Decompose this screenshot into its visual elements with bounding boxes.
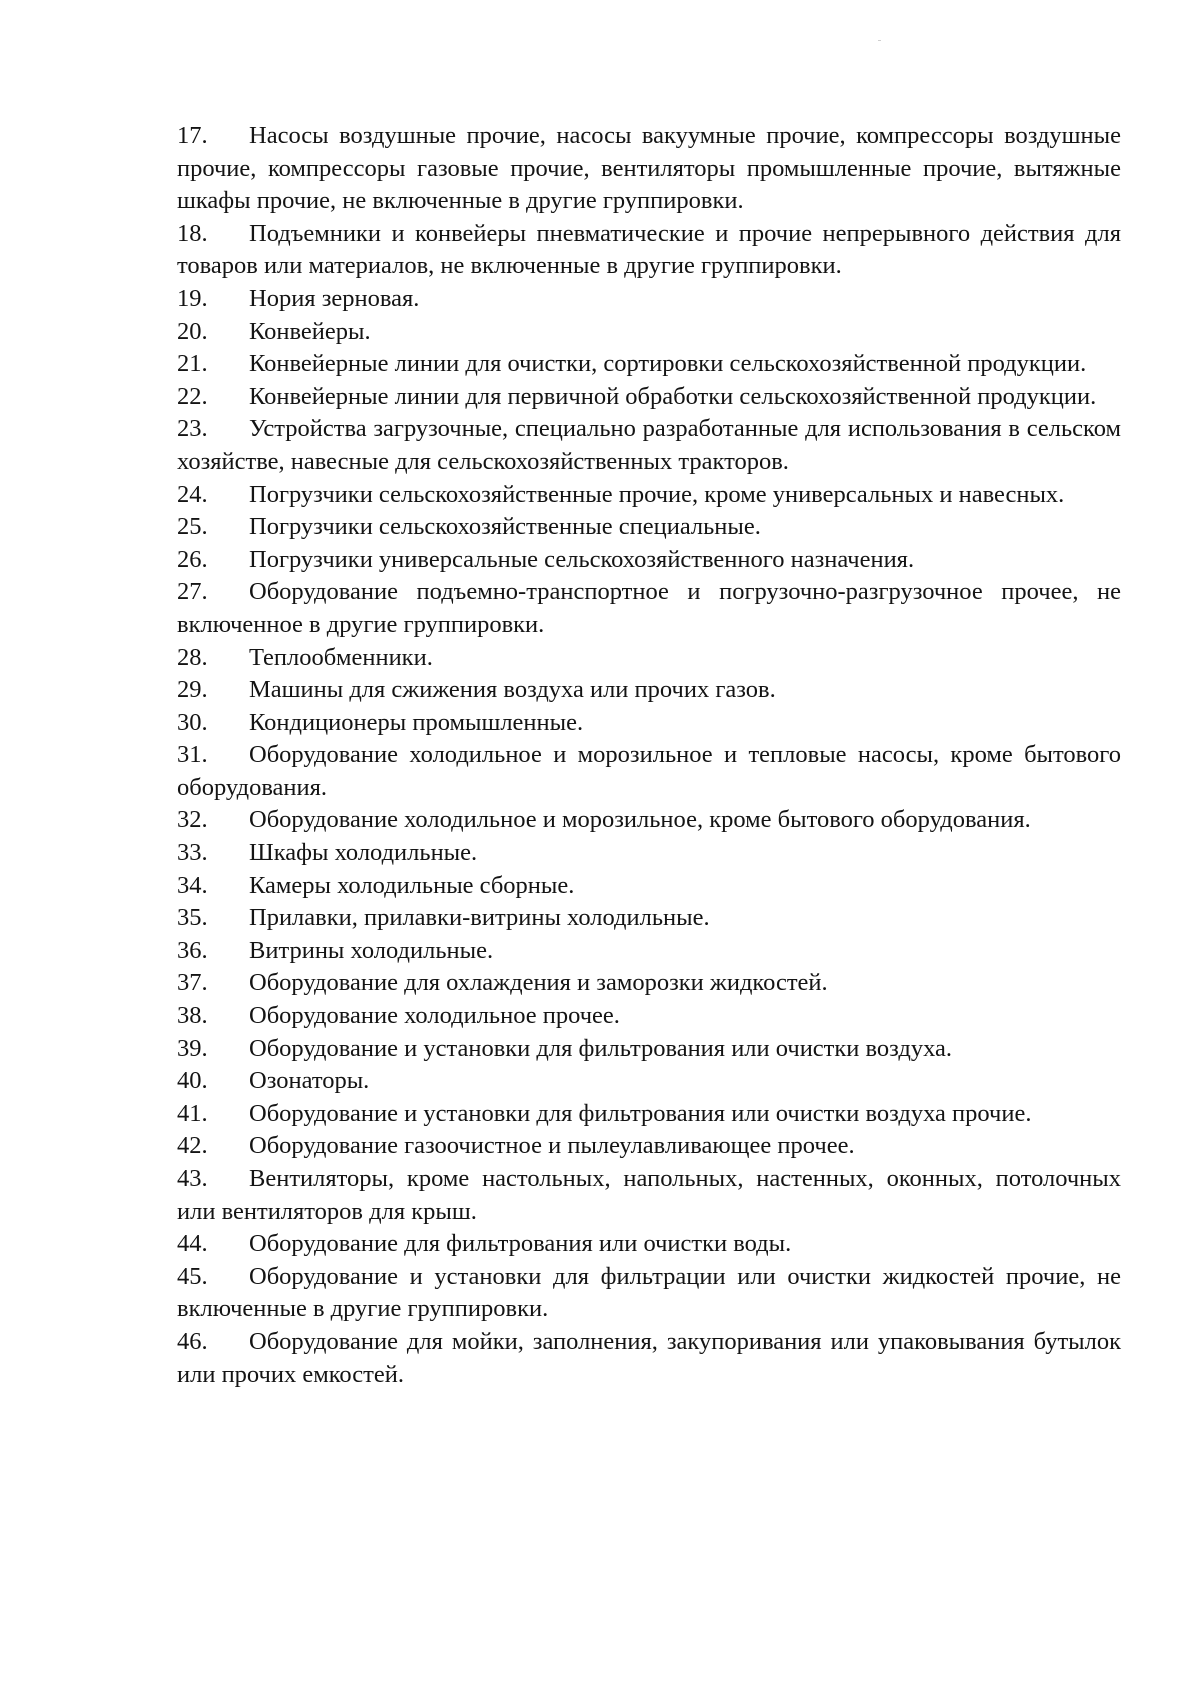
- item-text: Оборудование и установки для фильтрования или очистки воздуха.: [249, 1034, 953, 1062]
- item-number: 42.: [177, 1132, 208, 1160]
- numbered-list: [177, 120, 1121, 1391]
- list-item: [177, 348, 1121, 381]
- item-number: 25.: [177, 513, 208, 541]
- list-item: [177, 316, 1121, 349]
- list-item: [177, 576, 1121, 641]
- item-number: 34.: [177, 871, 208, 899]
- item-number: 39.: [177, 1034, 208, 1062]
- item-number: 35.: [177, 904, 208, 932]
- item-number: 41.: [177, 1099, 208, 1127]
- item-text: Насосы воздушные прочие, насосы вакуумные прочие, компрессоры воздушные прочие, компрессоры газовые прочие, вентиляторы промышленные прочие, вытяжные шкафы прочие, не включенные в другие группировки.: [177, 122, 1121, 215]
- item-number: 46.: [177, 1327, 208, 1355]
- item-text: Витрины холодильные.: [249, 936, 494, 964]
- list-item: [177, 870, 1121, 903]
- item-number: 45.: [177, 1262, 208, 1290]
- item-text: Нория зерновая.: [249, 284, 420, 312]
- list-item: [177, 1098, 1121, 1131]
- item-text: Погрузчики сельскохозяйственные специальные.: [249, 513, 761, 541]
- list-item: [177, 413, 1121, 478]
- list-item: [177, 674, 1121, 707]
- item-text: Озонаторы.: [249, 1067, 370, 1095]
- list-item: [177, 218, 1121, 283]
- list-item: [177, 804, 1121, 837]
- item-number: 26.: [177, 545, 208, 573]
- item-number: 36.: [177, 936, 208, 964]
- list-item: [177, 479, 1121, 512]
- item-number: 22.: [177, 382, 208, 410]
- item-text: Конвейерные линии для первичной обработки сельскохозяйственной продукции.: [249, 382, 1097, 410]
- item-text: Оборудование холодильное и морозильное, кроме бытового оборудования.: [249, 806, 1031, 834]
- item-text: Конвейеры.: [249, 317, 371, 345]
- item-text: Шкафы холодильные.: [249, 839, 478, 867]
- list-item: [177, 511, 1121, 544]
- item-number: 43.: [177, 1165, 208, 1192]
- item-number: 30.: [177, 708, 208, 736]
- item-text: Вентиляторы, кроме настольных, напольных, настенных, оконных, потолочных или вентиляторов для крыш.: [177, 1165, 1121, 1225]
- item-number: 21.: [177, 350, 208, 378]
- item-text: Оборудование газоочистное и пылеулавливающее прочее.: [249, 1132, 855, 1160]
- list-item: [177, 544, 1121, 577]
- item-text: Погрузчики сельскохозяйственные прочие, кроме универсальных и навесных.: [249, 480, 1065, 508]
- list-item: [177, 283, 1121, 316]
- item-number: 19.: [177, 284, 208, 312]
- item-text: Оборудование холодильное и морозильное и тепловые насосы, кроме бытового оборудования.: [177, 741, 1121, 801]
- item-number: 23.: [177, 415, 208, 443]
- item-number: 37.: [177, 969, 208, 997]
- list-item: [177, 642, 1121, 675]
- item-text: Оборудование для мойки, заполнения, закупоривания или упаковывания бутылок или прочих емкостей.: [177, 1327, 1121, 1388]
- item-number: 20.: [177, 317, 208, 345]
- item-text: Оборудование холодильное прочее.: [249, 1002, 620, 1030]
- list-item: [177, 739, 1121, 804]
- list-item: [177, 902, 1121, 935]
- item-text: Теплообменники.: [249, 643, 433, 671]
- list-item: [177, 707, 1121, 740]
- item-text: Машины для сжижения воздуха или прочих газов.: [249, 676, 776, 704]
- list-item: [177, 1033, 1121, 1066]
- list-item: [177, 837, 1121, 870]
- list-item: [177, 381, 1121, 414]
- item-number: 18.: [177, 219, 208, 247]
- item-text: Оборудование подъемно-транспортное и погрузочно-разгрузочное прочее, не включенное в другие группировки.: [177, 578, 1121, 638]
- item-text: Оборудование для фильтрования или очистки воды.: [249, 1230, 792, 1258]
- list-item: [177, 120, 1121, 218]
- item-text: Устройства загрузочные, специально разработанные для использования в сельском хозяйстве, навесные для сельскохозяйственных тракторов.: [177, 415, 1121, 475]
- list-item: [177, 1228, 1121, 1261]
- item-text: Оборудование для охлаждения и заморозки жидкостей.: [249, 969, 828, 997]
- item-number: 24.: [177, 480, 208, 508]
- item-text: Оборудование и установки для фильтрации или очистки жидкостей прочие, не включенные в другие группировки.: [177, 1262, 1121, 1323]
- item-text: Конвейерные линии для очистки, сортировки сельскохозяйственной продукции.: [249, 350, 1087, 378]
- item-number: 29.: [177, 676, 208, 704]
- item-text: Оборудование и установки для фильтрования или очистки воздуха прочие.: [249, 1099, 1032, 1127]
- item-number: 38.: [177, 1002, 208, 1030]
- item-number: 17.: [177, 122, 208, 149]
- list-item: [177, 1261, 1121, 1326]
- list-item: [177, 1130, 1121, 1163]
- list-item: [177, 967, 1121, 1000]
- item-number: 27.: [177, 578, 208, 606]
- item-text: Погрузчики универсальные сельскохозяйственного назначения.: [249, 545, 915, 573]
- item-number: 44.: [177, 1230, 208, 1258]
- item-number: 33.: [177, 839, 208, 867]
- list-item: [177, 935, 1121, 968]
- item-number: 31.: [177, 741, 208, 769]
- item-text: Кондиционеры промышленные.: [249, 708, 584, 736]
- list-item: [177, 1326, 1121, 1391]
- list-item: [177, 1000, 1121, 1033]
- item-number: 32.: [177, 806, 208, 834]
- list-item: [177, 1163, 1121, 1228]
- item-text: Камеры холодильные сборные.: [249, 871, 575, 899]
- item-number: 28.: [177, 643, 208, 671]
- item-text: Прилавки, прилавки-витрины холодильные.: [249, 904, 710, 932]
- item-number: 40.: [177, 1067, 208, 1095]
- list-item: [177, 1065, 1121, 1098]
- scan-speck: [878, 40, 881, 41]
- item-text: Подъемники и конвейеры пневматические и прочие непрерывного действия для товаров или материалов, не включенные в другие группировки.: [177, 219, 1121, 280]
